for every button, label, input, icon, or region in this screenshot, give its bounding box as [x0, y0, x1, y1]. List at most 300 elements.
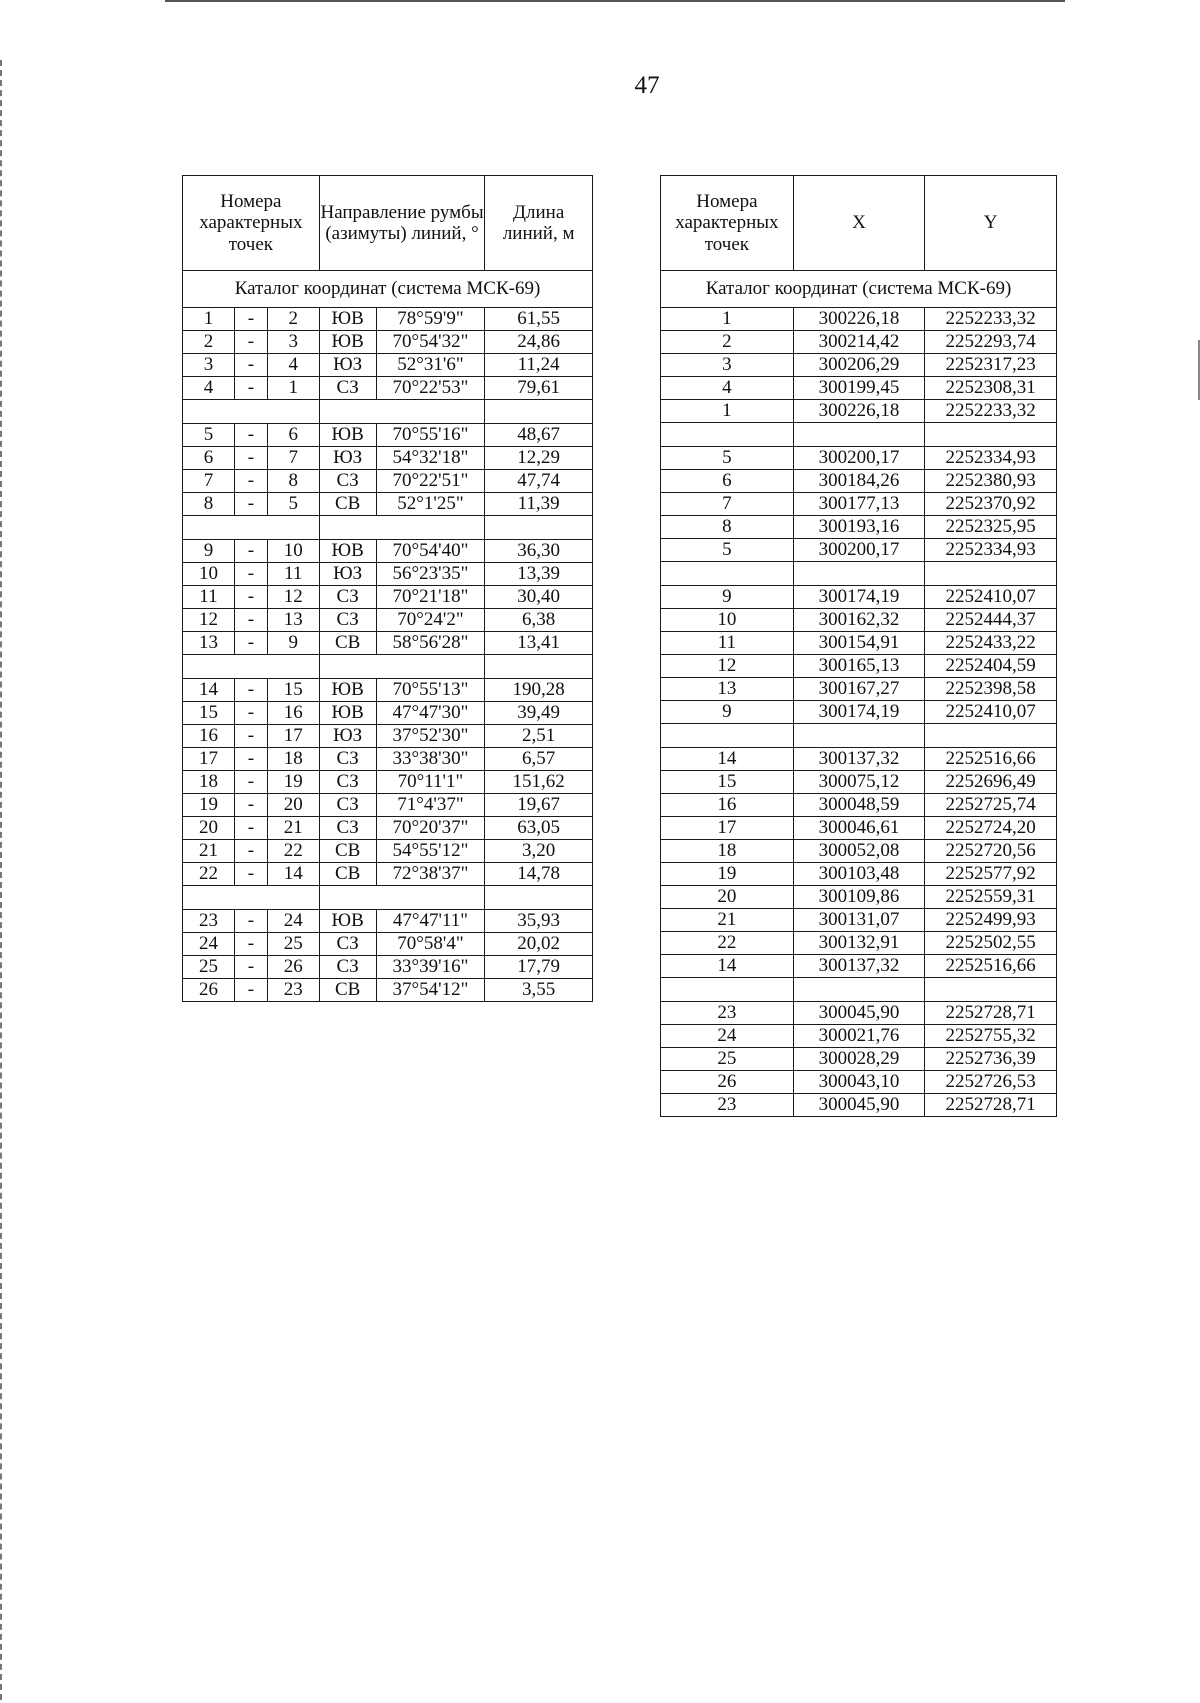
y-cell: 2252725,74 — [925, 794, 1057, 817]
table-row — [661, 909, 1057, 932]
rumb-cell: СЗ — [319, 794, 376, 817]
table-row — [183, 794, 593, 817]
line-directions-table — [182, 175, 593, 1002]
x-cell: 300028,29 — [793, 1048, 925, 1071]
separator-cell — [661, 562, 794, 586]
from-point: 11 — [183, 586, 235, 609]
x-cell: 300199,45 — [793, 377, 925, 400]
azimuth-cell: 70°54'40" — [376, 540, 485, 563]
y-cell: 2252577,92 — [925, 863, 1057, 886]
table-row — [661, 1025, 1057, 1048]
x-cell: 300226,18 — [793, 308, 925, 331]
coordinates-table — [660, 175, 1057, 1117]
y-cell: 2252724,20 — [925, 817, 1057, 840]
y-cell: 2252726,53 — [925, 1071, 1057, 1094]
rumb-cell: СЗ — [319, 377, 376, 400]
separator-row — [661, 562, 1057, 586]
point-cell: 17 — [661, 817, 794, 840]
length-cell: 2,51 — [485, 725, 593, 748]
length-cell: 61,55 — [485, 308, 593, 331]
point-cell: 3 — [661, 354, 794, 377]
table-row — [661, 840, 1057, 863]
table-row — [661, 632, 1057, 655]
separator-cell — [661, 423, 794, 447]
x-cell: 300048,59 — [793, 794, 925, 817]
from-point: 14 — [183, 679, 235, 702]
rumb-cell: ЮЗ — [319, 563, 376, 586]
to-point: 1 — [267, 377, 319, 400]
table-row — [183, 540, 593, 563]
point-cell: 5 — [661, 539, 794, 562]
to-point: 15 — [267, 679, 319, 702]
rumb-cell: СЗ — [319, 609, 376, 632]
to-point: 9 — [267, 632, 319, 655]
table-row — [661, 331, 1057, 354]
table-row — [661, 354, 1057, 377]
scan-edge-left — [0, 60, 2, 1700]
table-row — [183, 863, 593, 886]
azimuth-cell: 52°31'6" — [376, 354, 485, 377]
y-cell: 2252380,93 — [925, 470, 1057, 493]
table-row — [183, 377, 593, 400]
table-row — [183, 424, 593, 447]
separator-cell — [793, 724, 925, 748]
table-row — [183, 956, 593, 979]
table-row — [661, 609, 1057, 632]
to-point: 4 — [267, 354, 319, 377]
dash-cell: - — [234, 586, 267, 609]
to-point: 19 — [267, 771, 319, 794]
length-cell: 190,28 — [485, 679, 593, 702]
y-cell: 2252559,31 — [925, 886, 1057, 909]
separator-cell — [661, 724, 794, 748]
table-row — [661, 748, 1057, 771]
length-cell: 6,38 — [485, 609, 593, 632]
length-cell: 36,30 — [485, 540, 593, 563]
to-point: 11 — [267, 563, 319, 586]
azimuth-cell: 70°21'18" — [376, 586, 485, 609]
y-cell: 2252755,32 — [925, 1025, 1057, 1048]
dash-cell: - — [234, 794, 267, 817]
x-cell: 300103,48 — [793, 863, 925, 886]
x-cell: 300206,29 — [793, 354, 925, 377]
separator-cell — [793, 562, 925, 586]
separator-row — [183, 655, 593, 679]
point-cell: 23 — [661, 1094, 794, 1117]
rumb-cell: СЗ — [319, 748, 376, 771]
y-cell: 2252502,55 — [925, 932, 1057, 955]
table-row — [661, 794, 1057, 817]
dash-cell: - — [234, 702, 267, 725]
dash-cell: - — [234, 377, 267, 400]
point-cell: 24 — [661, 1025, 794, 1048]
table-row — [661, 886, 1057, 909]
length-cell: 19,67 — [485, 794, 593, 817]
x-cell: 300131,07 — [793, 909, 925, 932]
x-cell: 300200,17 — [793, 447, 925, 470]
table-row — [183, 493, 593, 516]
azimuth-cell: 70°54'32" — [376, 331, 485, 354]
table-row — [183, 331, 593, 354]
from-point: 20 — [183, 817, 235, 840]
length-cell: 3,20 — [485, 840, 593, 863]
from-point: 18 — [183, 771, 235, 794]
separator-cell — [183, 655, 320, 679]
header-points: Номера характерных точек — [183, 176, 320, 271]
rumb-cell: ЮВ — [319, 424, 376, 447]
dash-cell: - — [234, 632, 267, 655]
to-point: 25 — [267, 933, 319, 956]
length-cell: 63,05 — [485, 817, 593, 840]
table-row — [183, 933, 593, 956]
separator-cell — [925, 724, 1057, 748]
y-cell: 2252317,23 — [925, 354, 1057, 377]
azimuth-cell: 70°22'53" — [376, 377, 485, 400]
dash-cell: - — [234, 771, 267, 794]
dash-cell: - — [234, 910, 267, 933]
x-cell: 300162,32 — [793, 609, 925, 632]
azimuth-cell: 70°55'16" — [376, 424, 485, 447]
to-point: 13 — [267, 609, 319, 632]
table-row — [183, 771, 593, 794]
to-point: 12 — [267, 586, 319, 609]
length-cell: 151,62 — [485, 771, 593, 794]
from-point: 10 — [183, 563, 235, 586]
azimuth-cell: 33°38'30" — [376, 748, 485, 771]
separator-cell — [319, 655, 485, 679]
table-header-row — [661, 176, 1057, 271]
from-point: 25 — [183, 956, 235, 979]
from-point: 4 — [183, 377, 235, 400]
separator-cell — [925, 978, 1057, 1002]
point-cell: 10 — [661, 609, 794, 632]
rumb-cell: ЮВ — [319, 679, 376, 702]
table-row — [661, 516, 1057, 539]
rumb-cell: СЗ — [319, 956, 376, 979]
separator-cell — [319, 516, 485, 540]
dash-cell: - — [234, 609, 267, 632]
table-row — [661, 400, 1057, 423]
azimuth-cell: 70°11'1" — [376, 771, 485, 794]
azimuth-cell: 70°24'2" — [376, 609, 485, 632]
separator-row — [183, 516, 593, 540]
rumb-cell: СЗ — [319, 817, 376, 840]
from-point: 23 — [183, 910, 235, 933]
from-point: 2 — [183, 331, 235, 354]
table-row — [661, 863, 1057, 886]
y-cell: 2252499,93 — [925, 909, 1057, 932]
azimuth-cell: 70°20'37" — [376, 817, 485, 840]
table-row — [661, 447, 1057, 470]
to-point: 16 — [267, 702, 319, 725]
x-cell: 300045,90 — [793, 1094, 925, 1117]
rumb-cell: ЮВ — [319, 540, 376, 563]
table-header-row — [183, 176, 593, 271]
dash-cell: - — [234, 863, 267, 886]
point-cell: 1 — [661, 400, 794, 423]
page-number: 47 — [634, 72, 660, 99]
table-row — [661, 771, 1057, 794]
point-cell: 1 — [661, 308, 794, 331]
to-point: 6 — [267, 424, 319, 447]
separator-row — [183, 886, 593, 910]
x-cell: 300046,61 — [793, 817, 925, 840]
to-point: 21 — [267, 817, 319, 840]
table-row — [183, 354, 593, 377]
length-cell: 24,86 — [485, 331, 593, 354]
table-row — [661, 678, 1057, 701]
azimuth-cell: 56°23'35" — [376, 563, 485, 586]
rumb-cell: ЮВ — [319, 308, 376, 331]
point-cell: 14 — [661, 955, 794, 978]
point-cell: 20 — [661, 886, 794, 909]
point-cell: 25 — [661, 1048, 794, 1071]
azimuth-cell: 54°55'12" — [376, 840, 485, 863]
table-row — [661, 539, 1057, 562]
dash-cell: - — [234, 354, 267, 377]
table-row — [183, 609, 593, 632]
length-cell: 3,55 — [485, 979, 593, 1002]
point-cell: 4 — [661, 377, 794, 400]
to-point: 26 — [267, 956, 319, 979]
x-cell: 300052,08 — [793, 840, 925, 863]
table-caption-row — [183, 271, 593, 308]
length-cell: 30,40 — [485, 586, 593, 609]
from-point: 15 — [183, 702, 235, 725]
rumb-cell: СЗ — [319, 470, 376, 493]
from-point: 9 — [183, 540, 235, 563]
rumb-cell: СЗ — [319, 586, 376, 609]
y-cell: 2252516,66 — [925, 955, 1057, 978]
table-row — [183, 748, 593, 771]
x-cell: 300174,19 — [793, 701, 925, 724]
from-point: 1 — [183, 308, 235, 331]
y-cell: 2252410,07 — [925, 586, 1057, 609]
length-cell: 11,24 — [485, 354, 593, 377]
to-point: 2 — [267, 308, 319, 331]
x-cell: 300154,91 — [793, 632, 925, 655]
y-cell: 2252325,95 — [925, 516, 1057, 539]
dash-cell: - — [234, 840, 267, 863]
table-row — [661, 932, 1057, 955]
dash-cell: - — [234, 563, 267, 586]
header-x: X — [793, 176, 925, 271]
y-cell: 2252398,58 — [925, 678, 1057, 701]
to-point: 24 — [267, 910, 319, 933]
separator-cell — [183, 516, 320, 540]
to-point: 7 — [267, 447, 319, 470]
length-cell: 20,02 — [485, 933, 593, 956]
y-cell: 2252334,93 — [925, 447, 1057, 470]
y-cell: 2252444,37 — [925, 609, 1057, 632]
point-cell: 26 — [661, 1071, 794, 1094]
dash-cell: - — [234, 725, 267, 748]
azimuth-cell: 47°47'11" — [376, 910, 485, 933]
table-row — [183, 725, 593, 748]
dash-cell: - — [234, 331, 267, 354]
from-point: 22 — [183, 863, 235, 886]
to-point: 18 — [267, 748, 319, 771]
separator-cell — [485, 655, 593, 679]
table-row — [661, 1071, 1057, 1094]
rumb-cell: СВ — [319, 840, 376, 863]
to-point: 23 — [267, 979, 319, 1002]
point-cell: 18 — [661, 840, 794, 863]
from-point: 19 — [183, 794, 235, 817]
point-cell: 13 — [661, 678, 794, 701]
separator-cell — [319, 400, 485, 424]
header-length: Длина линий, м — [485, 176, 593, 271]
header-points: Номера характерных точек — [661, 176, 794, 271]
y-cell: 2252233,32 — [925, 400, 1057, 423]
scan-edge-top — [165, 0, 1065, 2]
x-cell: 300226,18 — [793, 400, 925, 423]
x-cell: 300214,42 — [793, 331, 925, 354]
point-cell: 5 — [661, 447, 794, 470]
from-point: 8 — [183, 493, 235, 516]
separator-cell — [793, 978, 925, 1002]
length-cell: 6,57 — [485, 748, 593, 771]
azimuth-cell: 58°56'28" — [376, 632, 485, 655]
header-direction: Направление румбы (азимуты) линий, ° — [319, 176, 485, 271]
table-row — [661, 470, 1057, 493]
to-point: 17 — [267, 725, 319, 748]
x-cell: 300075,12 — [793, 771, 925, 794]
table-row — [661, 1048, 1057, 1071]
from-point: 12 — [183, 609, 235, 632]
table-row — [183, 910, 593, 933]
separator-cell — [485, 516, 593, 540]
to-point: 5 — [267, 493, 319, 516]
dash-cell: - — [234, 308, 267, 331]
dash-cell: - — [234, 424, 267, 447]
separator-row — [183, 400, 593, 424]
y-cell: 2252736,39 — [925, 1048, 1057, 1071]
x-cell: 300021,76 — [793, 1025, 925, 1048]
y-cell: 2252728,71 — [925, 1094, 1057, 1117]
x-cell: 300165,13 — [793, 655, 925, 678]
x-cell: 300132,91 — [793, 932, 925, 955]
azimuth-cell: 70°55'13" — [376, 679, 485, 702]
point-cell: 9 — [661, 701, 794, 724]
dash-cell: - — [234, 470, 267, 493]
y-cell: 2252308,31 — [925, 377, 1057, 400]
rumb-cell: ЮВ — [319, 702, 376, 725]
table-row — [661, 1002, 1057, 1025]
table-row — [661, 308, 1057, 331]
azimuth-cell: 52°1'25" — [376, 493, 485, 516]
table-row — [661, 586, 1057, 609]
table-row — [183, 702, 593, 725]
y-cell: 2252293,74 — [925, 331, 1057, 354]
separator-cell — [485, 886, 593, 910]
rumb-cell: ЮЗ — [319, 725, 376, 748]
point-cell: 8 — [661, 516, 794, 539]
separator-row — [661, 978, 1057, 1002]
point-cell: 7 — [661, 493, 794, 516]
length-cell: 17,79 — [485, 956, 593, 979]
from-point: 5 — [183, 424, 235, 447]
to-point: 20 — [267, 794, 319, 817]
x-cell: 300137,32 — [793, 955, 925, 978]
separator-cell — [485, 400, 593, 424]
rumb-cell: ЮЗ — [319, 354, 376, 377]
azimuth-cell: 70°58'4" — [376, 933, 485, 956]
table-row — [661, 377, 1057, 400]
from-point: 26 — [183, 979, 235, 1002]
x-cell: 300109,86 — [793, 886, 925, 909]
dash-cell: - — [234, 447, 267, 470]
azimuth-cell: 33°39'16" — [376, 956, 485, 979]
table-row — [661, 701, 1057, 724]
azimuth-cell: 37°52'30" — [376, 725, 485, 748]
x-cell: 300137,32 — [793, 748, 925, 771]
length-cell: 11,39 — [485, 493, 593, 516]
azimuth-cell: 37°54'12" — [376, 979, 485, 1002]
table-row — [183, 679, 593, 702]
rumb-cell: СВ — [319, 632, 376, 655]
table-row — [661, 1094, 1057, 1117]
table-row — [183, 979, 593, 1002]
table-row — [183, 632, 593, 655]
azimuth-cell: 54°32'18" — [376, 447, 485, 470]
from-point: 6 — [183, 447, 235, 470]
point-cell: 2 — [661, 331, 794, 354]
length-cell: 35,93 — [485, 910, 593, 933]
to-point: 22 — [267, 840, 319, 863]
dash-cell: - — [234, 540, 267, 563]
from-point: 21 — [183, 840, 235, 863]
y-cell: 2252516,66 — [925, 748, 1057, 771]
point-cell: 14 — [661, 748, 794, 771]
to-point: 3 — [267, 331, 319, 354]
from-point: 17 — [183, 748, 235, 771]
separator-cell — [661, 978, 794, 1002]
length-cell: 39,49 — [485, 702, 593, 725]
length-cell: 12,29 — [485, 447, 593, 470]
point-cell: 19 — [661, 863, 794, 886]
azimuth-cell: 72°38'37" — [376, 863, 485, 886]
x-cell: 300167,27 — [793, 678, 925, 701]
header-y: Y — [925, 176, 1057, 271]
separator-cell — [925, 562, 1057, 586]
table-row — [183, 586, 593, 609]
length-cell: 13,41 — [485, 632, 593, 655]
point-cell: 9 — [661, 586, 794, 609]
y-cell: 2252370,92 — [925, 493, 1057, 516]
dash-cell: - — [234, 933, 267, 956]
point-cell: 15 — [661, 771, 794, 794]
table-row — [661, 955, 1057, 978]
to-point: 10 — [267, 540, 319, 563]
rumb-cell: ЮВ — [319, 331, 376, 354]
point-cell: 16 — [661, 794, 794, 817]
point-cell: 6 — [661, 470, 794, 493]
table-row — [183, 563, 593, 586]
azimuth-cell: 47°47'30" — [376, 702, 485, 725]
to-point: 14 — [267, 863, 319, 886]
dash-cell: - — [234, 679, 267, 702]
table-row — [183, 470, 593, 493]
from-point: 24 — [183, 933, 235, 956]
length-cell: 47,74 — [485, 470, 593, 493]
y-cell: 2252404,59 — [925, 655, 1057, 678]
x-cell: 300184,26 — [793, 470, 925, 493]
table-row — [661, 817, 1057, 840]
table-caption: Каталог координат (система МСК-69) — [183, 271, 593, 308]
point-cell: 23 — [661, 1002, 794, 1025]
dash-cell: - — [234, 979, 267, 1002]
